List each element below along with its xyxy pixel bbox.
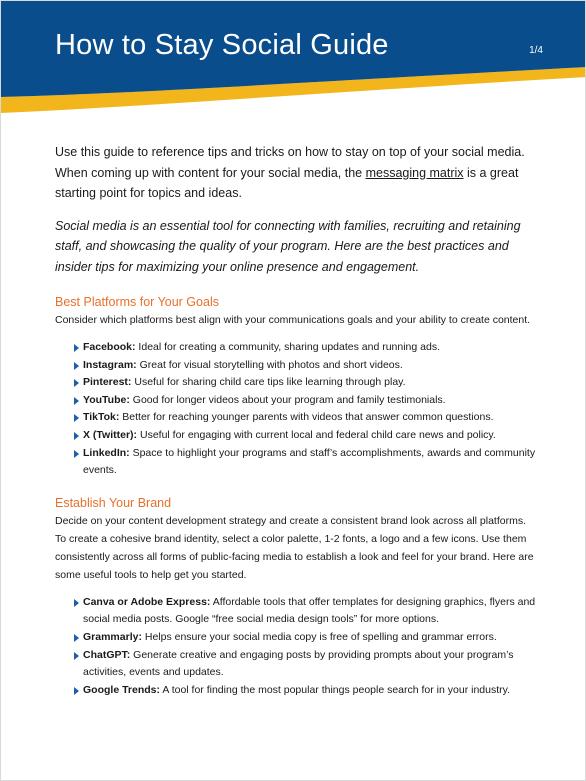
bullet-arrow-icon	[74, 432, 79, 440]
list-item	[75, 594, 537, 629]
page-number: 1/4	[529, 45, 543, 56]
list-item-text: Affordable tools that offer templates for designing graphics, flyers and social media posts. Google “free social media design tools” for more options.	[83, 595, 536, 626]
list-item-name: Canva or Adobe Express:	[83, 595, 211, 608]
list-item-text: Ideal for creating a community, sharing updates and running ads.	[135, 341, 441, 353]
list-item-text: Useful for engaging with current local and federal child care news and policy.	[137, 428, 496, 441]
header-banner	[1, 1, 586, 121]
list-item-text: Better for reaching younger parents with videos that answer common questions.	[119, 411, 494, 424]
list-item	[75, 409, 537, 427]
list-item-name: LinkedIn:	[83, 446, 130, 459]
list-item-name: X (Twitter):	[83, 428, 138, 441]
bullet-arrow-icon	[74, 362, 79, 370]
list-item	[75, 629, 537, 647]
list-item-name: Instagram:	[83, 358, 137, 371]
bullet-arrow-icon	[74, 599, 79, 607]
brand-description: Decide on your content development strategy and create a consistent brand look across all platforms. To create a cohesive brand identity, select a color palette, 1-2 fonts, a logo and a few icons. Use them consistently across all forms of public-facing media to establish a look and feel for your brand. Here are some useful tools to help get you started.	[55, 514, 534, 581]
list-item-name: YouTube:	[83, 393, 130, 406]
page-title: How to Stay Social Guide	[55, 29, 389, 61]
intro-text-before: Use this guide to reference tips and tricks on how to stay on top of your social media. When coming up with content for your social media, the	[55, 145, 525, 180]
bullet-arrow-icon	[74, 397, 79, 405]
messaging-matrix-link[interactable]: messaging matrix	[365, 165, 464, 180]
list-item-name: Grammarly:	[83, 630, 142, 643]
italic-paragraph: Social media is an essential tool for connecting with families, recruiting and retaining staff, and showcasing the quality of your program. Here are the best practices and insider tips for maximizing your online presence and engagement.	[55, 218, 521, 274]
list-item-text: Space to highlight your programs and staff’s accomplishments, awards and community events.	[83, 446, 536, 477]
list-item-text: Great for visual storytelling with photos and short videos.	[136, 358, 403, 371]
tool-list	[55, 594, 537, 700]
list-item-name: TikTok:	[83, 411, 120, 424]
list-item	[75, 427, 537, 445]
list-item-text: Generate creative and engaging posts by providing prompts about your program’s activities, events and updates.	[83, 648, 514, 679]
list-item-text: Good for longer videos about your program and family testimonials.	[129, 393, 446, 406]
bullet-arrow-icon	[74, 379, 79, 387]
brand-heading: Establish Your Brand	[55, 495, 172, 510]
list-item	[75, 392, 537, 410]
bullet-arrow-icon	[74, 344, 79, 352]
list-item-name: Facebook:	[83, 341, 136, 353]
intro-paragraph	[55, 142, 537, 204]
intro-text-after: is a great starting point for topics and ideas.	[55, 165, 519, 200]
list-item-text: Useful for sharing child care tips like learning through play.	[131, 376, 406, 389]
bullet-arrow-icon	[74, 414, 79, 422]
list-item	[75, 339, 537, 357]
list-item-name: ChatGPT:	[83, 648, 131, 661]
list-item	[75, 445, 537, 480]
list-item-name: Google Trends:	[83, 683, 161, 696]
list-item	[75, 682, 537, 700]
list-item	[75, 357, 537, 375]
main-content	[55, 142, 537, 715]
bullet-arrow-icon	[74, 450, 79, 458]
list-item	[75, 647, 537, 682]
list-item-text: Helps ensure your social media copy is free of spelling and grammar errors.	[141, 630, 497, 643]
bullet-arrow-icon	[74, 634, 79, 642]
platform-list	[55, 339, 537, 480]
bullet-arrow-icon	[74, 652, 79, 660]
list-item-name: Pinterest:	[83, 376, 132, 389]
list-item	[75, 374, 537, 392]
platforms-heading: Best Platforms for Your Goals	[55, 295, 219, 309]
platforms-description: Consider which platforms best align with your communications goals and your ability to create content.	[55, 314, 531, 326]
bullet-arrow-icon	[74, 687, 79, 695]
list-item-text: A tool for finding the most popular things people search for in your industry.	[160, 683, 511, 696]
